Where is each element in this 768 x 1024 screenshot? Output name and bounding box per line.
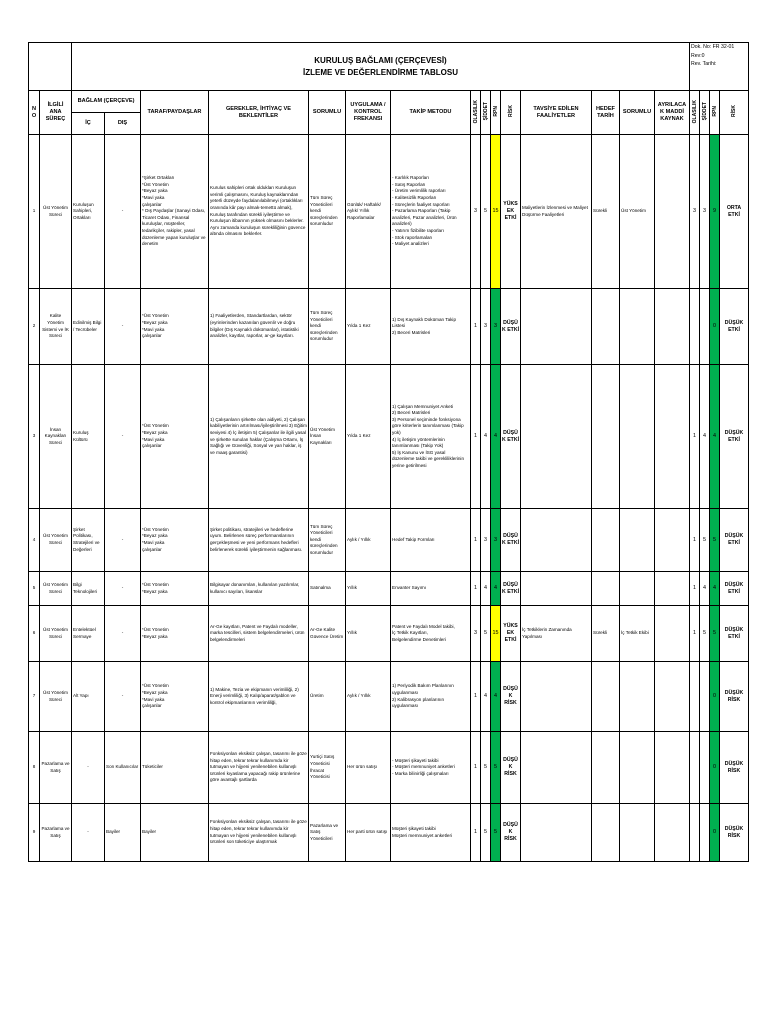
- external-cell: -: [105, 572, 141, 606]
- rpn-cell: 4: [491, 572, 501, 606]
- header-requirements: GEREKLER, İHTİYAÇ VE BEKLENTİLER: [209, 91, 309, 135]
- probability-2-cell: 3: [690, 135, 700, 289]
- table-row: [29, 606, 749, 662]
- tracking-item: - Müşteri şikayeti takibi: [392, 757, 439, 763]
- probability-2-cell: 1: [690, 365, 700, 509]
- header-tracking: TAKİP METODU: [391, 91, 471, 135]
- actions-cell: [521, 662, 592, 732]
- external-cell: Bayiler: [105, 804, 141, 862]
- party-item: *Beyaz yaka: [142, 588, 168, 594]
- tracking-item: - Stok raporlamaları: [392, 234, 433, 240]
- tracking-item: Müşteri memnuniyet anketleri: [392, 832, 452, 838]
- party-item: çalışanlar: [142, 201, 162, 207]
- probability-2-cell: [690, 662, 700, 732]
- tracking-cell: [391, 289, 471, 365]
- responsible-2-cell: [620, 509, 655, 572]
- party-item: *Üst Yönetim: [142, 313, 169, 319]
- header-no: NO: [29, 91, 40, 135]
- rpn-2-cell: 4: [710, 365, 720, 509]
- party-item: *Beyaz yaka: [142, 319, 168, 325]
- responsible-2-cell: [620, 572, 655, 606]
- risk-cell: DÜŞÜK ETKİ: [501, 509, 521, 572]
- responsible-2-cell: [620, 662, 655, 732]
- internal-cell: -: [72, 804, 105, 862]
- requirements-cell: 1) Makine, Tezia ve ekipmanın verimliliği, 2) Enerji verimliliği, 3) Kalıp/aparat/şablon ve kontrol ekipmanlarının verimliliği,: [209, 662, 309, 732]
- frequency-cell: Aylık / Yıllık: [346, 509, 391, 572]
- header-actions: TAVSİYE EDİLEN FAALİYETLER: [521, 91, 592, 135]
- severity-2-cell: [700, 804, 710, 862]
- tracking-item: Hedef Takip Formları: [392, 536, 435, 542]
- rpn-2-cell: 0: [710, 662, 720, 732]
- actions-cell: [521, 365, 592, 509]
- external-cell: -: [105, 365, 141, 509]
- table-row: [29, 135, 749, 289]
- tracking-item: - Pazarlama Raporları (Takip analizleri, Pazar analizleri, Ürün analizleri): [392, 208, 457, 227]
- budget-cell: [655, 572, 690, 606]
- party-item: çalışanlar: [142, 546, 162, 552]
- row-number: 8: [29, 732, 40, 804]
- target-date-cell: Sürekli: [592, 606, 620, 662]
- header-external: DIŞ: [105, 113, 141, 135]
- tracking-cell: [391, 732, 471, 804]
- header-responsible-2: SORUMLU: [620, 91, 655, 135]
- tracking-item: - Satış Raporları: [392, 181, 426, 187]
- budget-cell: [655, 509, 690, 572]
- frequency-cell: Yıllık: [346, 606, 391, 662]
- target-date-cell: [592, 365, 620, 509]
- row-number: 4: [29, 509, 40, 572]
- actions-cell: [521, 509, 592, 572]
- severity-cell: 5: [481, 804, 491, 862]
- severity-cell: 3: [481, 509, 491, 572]
- responsible-cell: Tüm Süreç Yöneticileri kendi süreçlerinden sorumludur: [309, 509, 346, 572]
- party-item: çalışanlar: [142, 333, 162, 339]
- responsible-2-cell: [620, 289, 655, 365]
- risk-cell: YÜKSEK ETKİ: [501, 135, 521, 289]
- risk-cell: DÜŞÜK ETKİ: [501, 289, 521, 365]
- row-number: 5: [29, 572, 40, 606]
- severity-cell: 5: [481, 732, 491, 804]
- header-responsible: SORUMLU: [309, 91, 346, 135]
- header-rpn-2: RPN: [710, 91, 720, 135]
- probability-2-cell: [690, 732, 700, 804]
- row-number: 7: [29, 662, 40, 732]
- risk-2-cell: DÜŞÜK ETKİ: [720, 365, 749, 509]
- header-severity: ŞİDDET: [481, 91, 491, 135]
- requirements-cell: Şirket politikası, stratejileri ve hedeflerine uyum. Belirlenen süreç performanslarının gerçekleşmesi ve yeni performans hedefleri belirlenerek sürekli iyileştirmenin sağlanması.: [209, 509, 309, 572]
- party-cell: [141, 804, 209, 862]
- probability-cell: 1: [471, 572, 481, 606]
- header-party: TARAF/PAYDAŞLAR: [141, 91, 209, 135]
- header-rpn: RPN: [491, 91, 501, 135]
- rpn-cell: 4: [491, 365, 501, 509]
- target-date-cell: [592, 662, 620, 732]
- party-item: *Beyaz yaka: [142, 533, 168, 539]
- frequency-cell: Her ürün satışı: [346, 732, 391, 804]
- row-number: 9: [29, 804, 40, 862]
- risk-2-cell: DÜŞÜK RİSK: [720, 732, 749, 804]
- party-item: çalışanlar: [142, 443, 162, 449]
- tracking-item: - Üretim verimlilik raporları: [392, 188, 446, 194]
- severity-2-cell: 5: [700, 509, 710, 572]
- requirements-cell: 1) Çalışanların şirkette olan aidiyeti, 2) Çalışan kabiliyetlerinin artırılması/iyileştirilmesi 3) Eğitim seviyesi 4) İç iletişim 5) Çalışanlar ile ilgili yasal ve şirkette sunulan haklar (Çalışma Ortamı, İş Sağlığı ve Güvenliği, Sosyal ve yan haklar, iş ve maaş garantisi): [209, 365, 309, 509]
- party-item: *Mavi yaka: [142, 540, 165, 545]
- rpn-cell: 15: [491, 606, 501, 662]
- party-item: *Üst Yönetim: [142, 423, 169, 429]
- risk-2-cell: DÜŞÜK RİSK: [720, 804, 749, 862]
- probability-cell: 1: [471, 289, 481, 365]
- probability-cell: 1: [471, 509, 481, 572]
- tracking-item: 3) Personel seçiminde fonksiyona göre kriterlerin tanımlanması (Takip yok): [392, 416, 464, 435]
- frequency-cell: Yılda 1 Kez: [346, 365, 391, 509]
- party-cell: [141, 135, 209, 289]
- header-probability: OLASILIK: [471, 91, 481, 135]
- party-cell: [141, 662, 209, 732]
- probability-2-cell: 1: [690, 509, 700, 572]
- title-line-1: KURULUŞ BAĞLAMI (ÇERÇEVESİ): [314, 55, 447, 65]
- party-item: *Beyaz yaka: [142, 188, 168, 194]
- title-line-2: İZLEME VE DEĞERLENDİRME TABLOSU: [303, 67, 458, 77]
- severity-2-cell: [700, 662, 710, 732]
- party-cell: [141, 606, 209, 662]
- risk-2-cell: DÜŞÜK ETKİ: [720, 509, 749, 572]
- rpn-2-cell: 5: [710, 509, 720, 572]
- requirements-cell: Kurulus sahipleri ortak oldukları Kuruluşun verimli çalışmasını, Kuruluş kaynaklarından yeterli düzeyde faydalanılabilmeyi (ortaklıkları oranında kâr payı almak-temettü almak), Kuruluş tarafından sürekli iyileştirme ve Kuruluşun itibarının yüksek olmasını beklerler. Aynı zamanda kuruluşun sürekliliğinin güvence altında olmasını beklerler.: [209, 135, 309, 289]
- party-item: * Dış Paydaşlar (Sanayi Odası, Ticaret Odası, Finansal kuruluşlar, müşteriler, tedarikçiler, rakipler, yasal düzenleme yapan kuruluşlar ve denetim: [142, 208, 206, 247]
- process-cell: Üst Yönetim Süreci: [40, 135, 72, 289]
- severity-cell: 5: [481, 606, 491, 662]
- responsible-2-cell: İç Tetkik Ekibi: [620, 606, 655, 662]
- party-item: *Beyaz yaka: [142, 689, 168, 695]
- tracking-item: Müşteri şikayeti takibi: [392, 825, 436, 831]
- target-date-cell: [592, 509, 620, 572]
- requirements-cell: Fonksiyonları eksiksiz çalışan, tasarımı ile göze hitap eden, tekrar tekrar kullanımda kir tutmayan ve hijyeni yenilenebilen kullanışlı ürünleri kıyaslama yapacağı rakip ürünlerine göre avantajlı şartlarda: [209, 732, 309, 804]
- table-row: [29, 289, 749, 365]
- target-date-cell: [592, 804, 620, 862]
- tracking-item: 2) Beceri Matrisleri: [392, 329, 431, 335]
- responsible-cell: Satınalma: [309, 572, 346, 606]
- process-cell: İnsan Kaynakları Süreci: [40, 365, 72, 509]
- rpn-cell: 5: [491, 804, 501, 862]
- responsible-cell: Tüm Süreç Yöneticileri kendi süreçlerinden sorumludur: [309, 289, 346, 365]
- target-date-cell: [592, 572, 620, 606]
- tracking-cell: [391, 135, 471, 289]
- party-item: *Mavi yaka: [142, 436, 165, 442]
- process-cell: Kalite Yönetim Sistemi ve İK Süreci: [40, 289, 72, 365]
- tracking-cell: [391, 572, 471, 606]
- frequency-cell: Günlük/ Haftalık/ Aylık/ Yıllık Raporlamalar: [346, 135, 391, 289]
- doc-number: Dok. No: FR 32-01: [691, 44, 735, 50]
- probability-2-cell: [690, 289, 700, 365]
- party-cell: [141, 572, 209, 606]
- actions-cell: [521, 804, 592, 862]
- risk-cell: YÜKSEK ETKİ: [501, 606, 521, 662]
- header-frame: BAĞLAM (ÇERÇEVE): [72, 91, 141, 113]
- table-row: [29, 365, 749, 509]
- internal-cell: -: [72, 732, 105, 804]
- rpn-cell: 4: [491, 662, 501, 732]
- target-date-cell: [592, 732, 620, 804]
- party-item: *Üst Yönetim: [142, 683, 169, 689]
- party-cell: [141, 289, 209, 365]
- party-item: *Mavi yaka: [142, 195, 165, 201]
- table-row: [29, 572, 749, 606]
- party-cell: [141, 732, 209, 804]
- actions-cell: [521, 732, 592, 804]
- header-risk-2: RİSK: [720, 91, 749, 135]
- document-title: [72, 43, 690, 91]
- party-item: *Mavi yaka: [142, 326, 165, 332]
- probability-cell: 1: [471, 804, 481, 862]
- rpn-2-cell: 0: [710, 732, 720, 804]
- rpn-2-cell: 0: [710, 289, 720, 365]
- probability-2-cell: 1: [690, 606, 700, 662]
- responsible-2-cell: [620, 732, 655, 804]
- tracking-cell: [391, 365, 471, 509]
- party-item: *Üst Yönetim: [142, 581, 169, 587]
- rpn-cell: 15: [491, 135, 501, 289]
- budget-cell: [655, 662, 690, 732]
- risk-2-cell: DÜŞÜK ETKİ: [720, 289, 749, 365]
- risk-2-cell: DÜŞÜK ETKİ: [720, 572, 749, 606]
- tracking-item: 2) Beceri Matrisleri: [392, 410, 431, 416]
- party-item: *Üst Yönetim: [142, 526, 169, 532]
- header-process: İLGİLİ ANA SÜREÇ: [40, 91, 72, 135]
- probability-cell: 3: [471, 135, 481, 289]
- party-item: *Üst Yönetim: [142, 181, 169, 187]
- internal-cell: Bilgi Teknolojileri: [72, 572, 105, 606]
- rpn-2-cell: 4: [710, 572, 720, 606]
- header-budget: AYRILACAK MADDİ KAYNAK: [655, 91, 690, 135]
- severity-2-cell: 3: [700, 135, 710, 289]
- tracking-item: - Süreçlerin faaliyet raporları: [392, 201, 450, 207]
- party-item: *Şirket Ortakları: [142, 175, 175, 181]
- severity-cell: 4: [481, 662, 491, 732]
- actions-cell: Maliyetlerin İzlenmesi ve Maliyet Düşürme Faaliyetleri: [521, 135, 592, 289]
- row-number: 1: [29, 135, 40, 289]
- tracking-item: 1) Çalışan Memnuniyet Anketi: [392, 403, 454, 409]
- responsible-2-cell: [620, 804, 655, 862]
- header-target-date: HEDEF TARİH: [592, 91, 620, 135]
- external-cell: -: [105, 509, 141, 572]
- risk-2-cell: ORTA ETKİ: [720, 135, 749, 289]
- severity-2-cell: 4: [700, 572, 710, 606]
- responsible-cell: Ar-Ge Kalite Güvence Üretim: [309, 606, 346, 662]
- process-cell: Üst Yönetim Süreci: [40, 509, 72, 572]
- party-cell: [141, 365, 209, 509]
- rpn-cell: 3: [491, 289, 501, 365]
- target-date-cell: [592, 289, 620, 365]
- risk-cell: DÜŞÜK ETKİ: [501, 365, 521, 509]
- external-cell: Son Kullanıcılar: [105, 732, 141, 804]
- external-cell: -: [105, 606, 141, 662]
- process-cell: Üst Yönetim Süreci: [40, 606, 72, 662]
- rpn-2-cell: 9: [710, 135, 720, 289]
- tracking-item: İç Tetkik Kayıtları,: [392, 630, 428, 636]
- severity-2-cell: 5: [700, 606, 710, 662]
- rpn-cell: 3: [491, 509, 501, 572]
- row-number: 2: [29, 289, 40, 365]
- actions-cell: İç Tetkiklerin Zamanında Yapılması: [521, 606, 592, 662]
- revision: Rev:0: [691, 52, 705, 59]
- tracking-item: - Kalitesizlik Raporları: [392, 195, 437, 201]
- risk-assessment-table: [28, 42, 749, 862]
- party-item: *Mavi yaka: [142, 696, 165, 702]
- severity-cell: 5: [481, 135, 491, 289]
- header-risk: RİSK: [501, 91, 521, 135]
- tracking-item: - Karlılık Raporları: [392, 175, 430, 181]
- responsible-cell: Yurtiçi Satış Yöneticisi İhracat Yöneticisi: [309, 732, 346, 804]
- risk-cell: DÜŞÜK RİSK: [501, 662, 521, 732]
- party-item: Tüketiciler: [142, 764, 163, 770]
- severity-2-cell: 4: [700, 365, 710, 509]
- tracking-cell: [391, 804, 471, 862]
- table-row: [29, 509, 749, 572]
- external-cell: -: [105, 662, 141, 732]
- tracking-item: 1) Periyodik Bakım Planlarının uygulanması: [392, 683, 454, 695]
- tracking-item: Belgelendirme Denetimleri: [392, 636, 446, 642]
- tracking-item: Envanter Sayımı: [392, 585, 426, 591]
- external-cell: -: [105, 289, 141, 365]
- internal-cell: Kuruluşun Sahipleri, Ortakları: [72, 135, 105, 289]
- requirements-cell: Bilgisayar donanımları, kullanılan yazılımlar, kullanıcı sayıları, lisanslar: [209, 572, 309, 606]
- party-item: *Beyaz yaka: [142, 633, 168, 639]
- requirements-cell: Ar-Ge kayıtları, Patent ve Faydalı modeller, marka tescilleri, sistem belgelendirmeleri, ürün belgelendirmeleri: [209, 606, 309, 662]
- party-cell: [141, 509, 209, 572]
- probability-cell: 3: [471, 606, 481, 662]
- probability-2-cell: [690, 804, 700, 862]
- header-frequency: UYGULAMA / KONTROL FREKANSI: [346, 91, 391, 135]
- external-cell: -: [105, 135, 141, 289]
- tracking-item: 4) İç iletişim yöntemlerinin tanımlanması (Takip Yok): [392, 436, 445, 449]
- responsible-cell: Tüm Süreç Yöneticileri kendi süreçlerinden sorumludur: [309, 135, 346, 289]
- internal-cell: Şirket Politikası, Stratejileri ve Değerleri: [72, 509, 105, 572]
- row-number: 6: [29, 606, 40, 662]
- party-item: çalışanlar: [142, 703, 162, 709]
- severity-cell: 3: [481, 289, 491, 365]
- internal-cell: Edinilmiş Bilgi / Tecrübeler: [72, 289, 105, 365]
- requirements-cell: Fonksiyonları eksiksiz çalışan, tasarımı ile göze hitap eden, tekrar tekrar kullanımda kir tutmayan ve hijyeni yenilenebilen kullanışlı ürünleri son tüketiciye ulaştırmak: [209, 804, 309, 862]
- process-cell: Üst Yönetim Süreci: [40, 662, 72, 732]
- budget-cell: [655, 289, 690, 365]
- logo-area: [29, 43, 72, 91]
- title-row: [29, 43, 749, 91]
- header-probability-2: OLASILIK: [690, 91, 700, 135]
- risk-cell: DÜŞÜK RİSK: [501, 804, 521, 862]
- party-item: Bayiler: [142, 829, 157, 835]
- responsible-cell: Pazarlama ve Satış Yöneticileri: [309, 804, 346, 862]
- party-item: *Üst Yönetim: [142, 626, 169, 632]
- internal-cell: Alt Yapı: [72, 662, 105, 732]
- severity-2-cell: [700, 289, 710, 365]
- tracking-item: Patent ve Faydalı Model takibi,: [392, 623, 455, 629]
- table-row: [29, 804, 749, 862]
- actions-cell: [521, 572, 592, 606]
- tracking-item: - Yatırım fizibilite raporları: [392, 227, 444, 233]
- rpn-2-cell: 0: [710, 804, 720, 862]
- target-date-cell: Sürekli: [592, 135, 620, 289]
- tracking-item: - Maliyet analizleri: [392, 241, 429, 247]
- tracking-cell: [391, 606, 471, 662]
- responsible-2-cell: [620, 365, 655, 509]
- internal-cell: Entelektüel Sermaye: [72, 606, 105, 662]
- tracking-item: 2) Kalibrasyon planlarının uygulanması: [392, 696, 445, 709]
- severity-2-cell: [700, 732, 710, 804]
- process-cell: Üst Yönetim Süreci: [40, 572, 72, 606]
- probability-cell: 1: [471, 365, 481, 509]
- responsible-cell: Üst Yönetim İnsan Kaynakları: [309, 365, 346, 509]
- risk-cell: DÜŞÜK ETKİ: [501, 572, 521, 606]
- risk-2-cell: DÜŞÜK ETKİ: [720, 606, 749, 662]
- header-row-1: [29, 91, 749, 113]
- tracking-cell: [391, 509, 471, 572]
- rpn-2-cell: 5: [710, 606, 720, 662]
- budget-cell: [655, 365, 690, 509]
- requirements-cell: 1) Faaliyetlerden, Standartlardan, sektör (eyrinlerinden kazanılan güvenlir ve doğru bilgiler (Dış Kaynaklı dokümanlar), istatistiki analizler, kayıtlar, raporlar, ar-ge kayıtları.: [209, 289, 309, 365]
- tracking-item: 5) İş Kanunu ve İSG yasal düzenleme takibi ve gerekliliklerinin yerine getirilmesi: [392, 449, 465, 468]
- table-row: [29, 662, 749, 732]
- process-cell: Pazarlama ve Satış: [40, 732, 72, 804]
- frequency-cell: Yıllık: [346, 572, 391, 606]
- revision-date: Rev. Tarihi:: [691, 61, 717, 67]
- probability-2-cell: 1: [690, 572, 700, 606]
- budget-cell: [655, 732, 690, 804]
- header-internal: İÇ: [72, 113, 105, 135]
- budget-cell: [655, 804, 690, 862]
- budget-cell: [655, 135, 690, 289]
- frequency-cell: Her parti ürün satışı: [346, 804, 391, 862]
- tracking-item: - Marka bilinirliği çalışmaları: [392, 770, 449, 776]
- rpn-cell: 5: [491, 732, 501, 804]
- tracking-cell: [391, 662, 471, 732]
- internal-cell: Kuruluş Kültürü: [72, 365, 105, 509]
- risk-cell: DÜŞÜK RİSK: [501, 732, 521, 804]
- table-row: [29, 732, 749, 804]
- row-number: 3: [29, 365, 40, 509]
- party-item: *Beyaz yaka: [142, 429, 168, 435]
- frequency-cell: Yılda 1 Kez: [346, 289, 391, 365]
- actions-cell: [521, 289, 592, 365]
- severity-cell: 4: [481, 365, 491, 509]
- probability-cell: 1: [471, 662, 481, 732]
- document-info: [690, 43, 749, 91]
- header-severity-2: ŞİDDET: [700, 91, 710, 135]
- process-cell: Pazarlama ve Satış: [40, 804, 72, 862]
- severity-cell: 4: [481, 572, 491, 606]
- responsible-2-cell: Üst Yönetim: [620, 135, 655, 289]
- probability-cell: 1: [471, 732, 481, 804]
- responsible-cell: Üretim: [309, 662, 346, 732]
- tracking-item: 1) Dış Kaynaklı Doküman Takip Listesi: [392, 316, 456, 329]
- tracking-item: - Müşteri memnuniyet anketleri: [392, 764, 455, 770]
- budget-cell: [655, 606, 690, 662]
- risk-2-cell: DÜŞÜK RİSK: [720, 662, 749, 732]
- frequency-cell: Aylık / Yıllık: [346, 662, 391, 732]
